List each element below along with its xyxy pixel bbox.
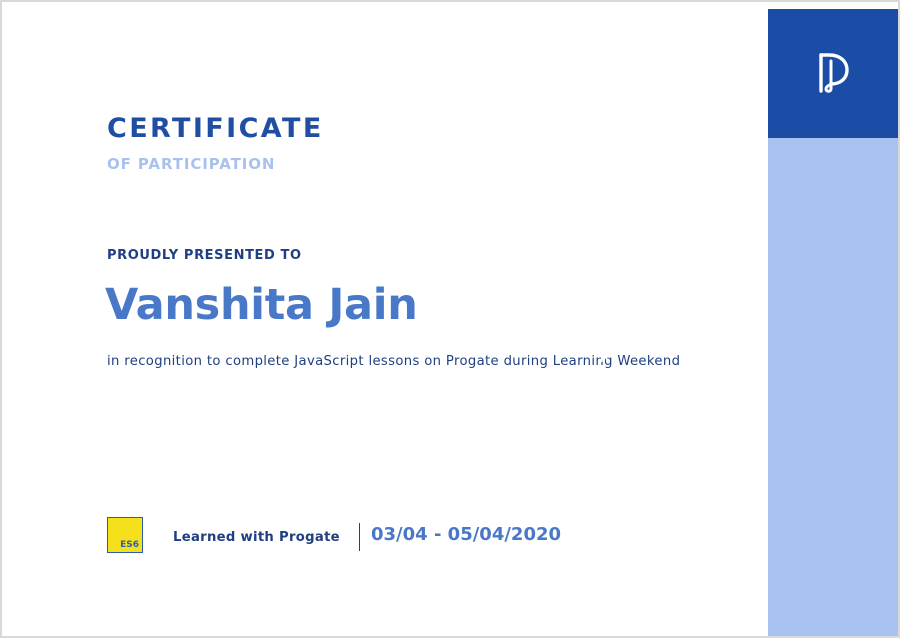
es6-badge-icon [107,517,143,553]
sidebar-logo-panel [768,9,898,138]
learned-with-label: Learned with Progate [173,530,340,545]
footer-divider [359,523,360,551]
progate-logo-icon [816,53,850,93]
presented-to-label: PROUDLY PRESENTED TO [107,248,302,263]
recipient-name: Vanshita Jain [105,280,418,330]
date-range: 03/04 - 05/04/2020 [371,524,562,545]
sidebar-label-panel [768,138,898,636]
certificate-title: CERTIFICATE [107,113,324,144]
badge-label: ES6 [120,540,139,550]
learning-weekend-label: LEARNING WEEKEND [590,140,610,454]
recognition-text: in recognition to complete JavaScript lessons on Progate during Learning Weekend [107,354,681,369]
certificate-subtitle: OF PARTICIPATION [107,155,276,173]
certificate-page [2,2,898,636]
